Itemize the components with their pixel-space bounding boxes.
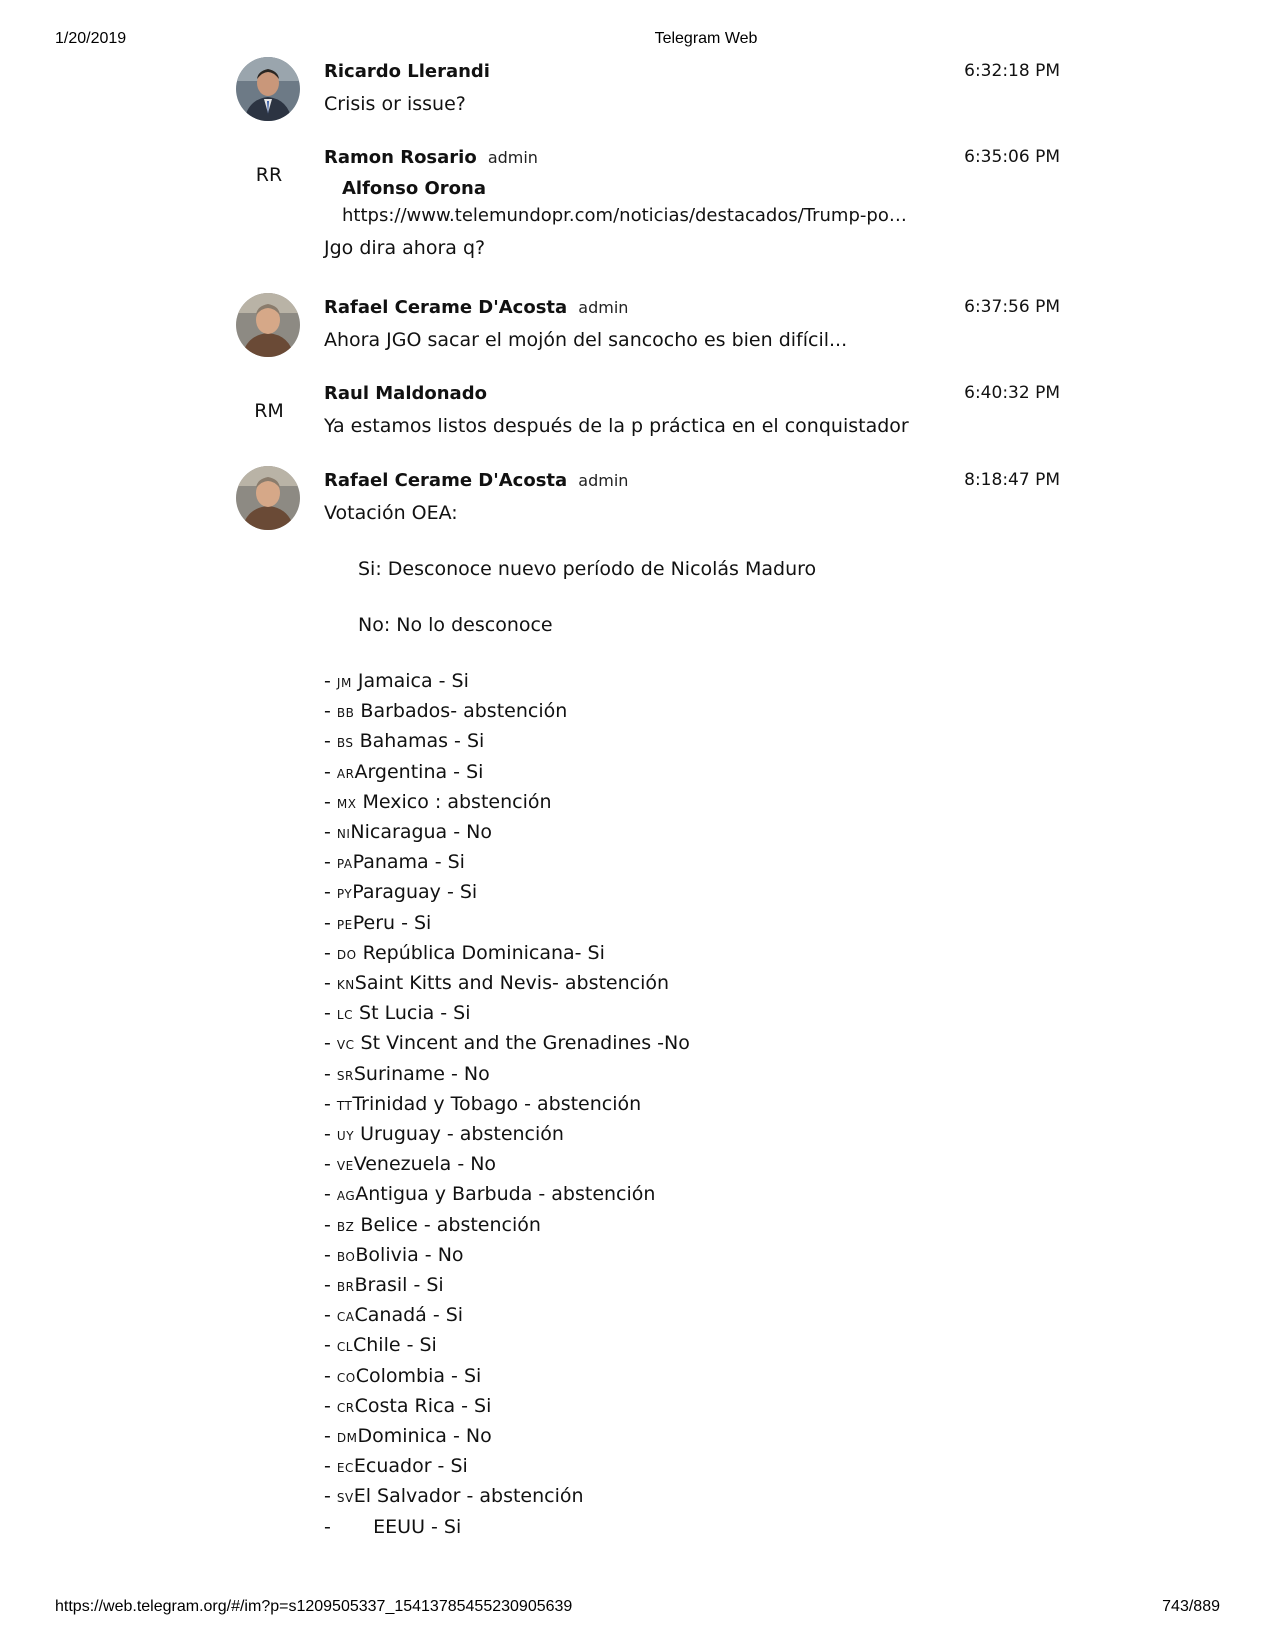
vote-dash: - [324,1062,337,1085]
vote-dash: - [324,1183,337,1206]
admin-badge: admin [487,148,538,167]
avatar[interactable] [236,466,300,530]
vote-line [324,1452,924,1482]
country-flag-code: UY [336,1129,355,1144]
message-item [230,466,1060,1538]
print-date: 1/20/2019 [55,30,127,47]
vote-text: Venezuela - No [353,1153,497,1176]
country-flag-code: NI [336,827,351,842]
vote-line [324,1301,924,1331]
vote-line [324,1392,924,1422]
country-flag-code: PE [336,917,353,932]
vote-line [324,1090,924,1120]
message-author[interactable]: Rafael Cerame D'Acosta [324,470,568,491]
vote-text: Belice - abstención [360,1213,541,1236]
message-time: 6:35:06 PM [964,147,1060,167]
vote-option-no: No: No lo desconoce [358,614,553,636]
vote-dash: - [324,1485,337,1508]
vote-line [324,1060,924,1090]
vote-text: Jamaica - Si [357,670,469,692]
vote-line [324,1180,924,1210]
vote-line [324,1482,924,1512]
vote-line [324,848,924,878]
avatar[interactable] [236,293,300,357]
vote-text: Argentina - Si [354,760,484,783]
vote-line [324,1422,924,1452]
vote-dash: - [324,941,337,964]
vote-text: Uruguay - abstención [360,1123,564,1146]
vote-dash: - [324,700,337,723]
country-flag-code: DO [336,947,357,962]
vote-dash: - [324,1394,337,1417]
vote-spacer [337,1516,373,1538]
message-time: 6:40:32 PM [964,383,1060,403]
vote-line [324,1362,924,1392]
country-flag-code: KN [336,978,355,993]
vote-dash: - [324,1032,337,1055]
vote-dash: - [324,911,337,934]
message-author[interactable]: Ricardo Llerandi [324,61,490,82]
vote-line [324,939,924,969]
message-text: Votación OEA: [324,502,458,524]
admin-badge: admin [578,471,629,490]
vote-line [324,1029,924,1059]
message-time: 6:37:56 PM [964,297,1060,317]
country-flag-code: PY [336,887,353,902]
vote-line [324,758,924,788]
vote-line [324,1513,924,1543]
vote-text: EEUU - Si [373,1515,462,1538]
vote-text: St Vincent and the Grenadines -No [360,1032,690,1055]
message-item [230,379,1060,449]
country-flag-code: BR [336,1280,355,1295]
vote-dash: - [324,1364,337,1387]
vote-dash: - [324,1515,337,1538]
message-text: Ya estamos listos después de la p práctica en el conquistador [324,415,909,437]
vote-list [324,667,924,1543]
vote-line [324,1120,924,1150]
vote-line [324,878,924,908]
vote-text: Bahamas - Si [359,730,485,753]
message-text: Ahora JGO sacar el mojón del sancocho es bien difícil... [324,329,848,351]
vote-line [324,788,924,818]
message-author[interactable]: Ramon Rosario [324,147,477,168]
vote-line [324,697,924,727]
vote-line [324,969,924,999]
country-flag-code: VC [336,1038,355,1053]
vote-text: Peru - Si [352,911,432,934]
vote-dash: - [324,1274,337,1297]
vote-text: República Dominicana- Si [362,941,605,964]
message-item [230,57,1060,127]
vote-line [324,667,924,697]
message-item [230,293,1060,363]
print-header [0,30,1275,52]
vote-text: Mexico : abstención [362,790,552,813]
vote-line [324,1271,924,1301]
vote-text: St Lucia - Si [359,1002,471,1025]
country-flag-code: AG [336,1189,356,1204]
message-item [230,143,1060,273]
vote-line [324,1331,924,1361]
vote-text: Saint Kitts and Nevis- abstención [354,972,670,995]
vote-dash: - [324,1334,337,1357]
print-title: Telegram Web [654,30,758,47]
print-page-number: 743/889 [1162,1598,1220,1615]
vote-dash: - [324,760,337,783]
forwarded-message[interactable] [342,178,924,226]
avatar-initials[interactable]: RR [255,164,283,186]
vote-dash: - [324,730,337,753]
vote-text: El Salvador - abstención [353,1485,584,1508]
vote-text: Barbados- abstención [360,700,568,723]
vote-text: Suriname - No [353,1062,490,1085]
vote-text: Bolivia - No [355,1243,464,1266]
country-flag-code: VE [336,1159,354,1174]
vote-text: Trinidad y Tobago - abstención [352,1092,642,1115]
vote-dash: - [324,1153,337,1176]
country-flag-code: CA [336,1310,355,1325]
vote-dash: - [324,821,337,844]
country-flag-code: BS [336,736,354,751]
country-flag-code: AR [336,766,355,781]
vote-text: Dominica - No [357,1425,492,1448]
vote-dash: - [324,1425,337,1448]
vote-text: Costa Rica - Si [354,1394,492,1417]
vote-text: Brasil - Si [354,1274,444,1297]
vote-dash: - [324,1213,337,1236]
country-flag-code: LC [336,1008,353,1023]
vote-dash: - [324,1243,337,1266]
country-flag-code: TT [336,1098,353,1113]
country-flag-code: BO [336,1249,356,1264]
vote-line [324,727,924,757]
country-flag-code: SR [336,1068,354,1083]
message-time: 6:32:18 PM [964,61,1060,81]
message-text: Jgo dira ahora q? [324,237,486,259]
message-author[interactable]: Rafael Cerame D'Acosta [324,297,568,318]
vote-dash: - [324,1092,337,1115]
country-flag-code: PA [336,857,353,872]
avatar[interactable] [236,57,300,121]
message-time: 8:18:47 PM [964,470,1060,490]
country-flag-code: CO [336,1370,356,1385]
vote-option-si: Si: Desconoce nuevo período de Nicolás Maduro [358,558,817,580]
vote-dash: - [324,851,337,874]
vote-text: Nicaragua - No [350,821,492,844]
country-flag-code: CL [336,1340,353,1355]
country-flag-code: SV [336,1491,354,1506]
forward-link[interactable]: https://www.telemundopr.com/noticias/destacados/Trump-po… [342,205,907,226]
vote-dash: - [324,1455,337,1478]
vote-line [324,1150,924,1180]
vote-dash: - [324,790,337,813]
country-flag-code: DM [336,1431,358,1446]
vote-dash: - [324,881,337,904]
message-text: Crisis or issue? [324,93,466,115]
vote-dash: - [324,1304,337,1327]
vote-text: Antigua y Barbuda - abstención [355,1183,656,1206]
vote-text: Colombia - Si [355,1364,482,1387]
vote-dash: - [324,1123,337,1146]
country-flag-code: JM [336,676,352,690]
vote-text: Paraguay - Si [352,881,478,904]
country-flag-code: BZ [336,1219,355,1234]
vote-line [324,909,924,939]
admin-badge: admin [578,298,629,317]
vote-line [324,1241,924,1271]
vote-line [324,818,924,848]
vote-line [324,999,924,1029]
print-footer [0,1598,1275,1620]
vote-text: Panama - Si [352,851,465,874]
country-flag-code: MX [336,796,357,811]
vote-text: Ecuador - Si [353,1455,468,1478]
forward-author: Alfonso Orona [342,178,486,199]
vote-text: Canadá - Si [354,1304,464,1327]
vote-dash: - [324,972,337,995]
country-flag-code: EC [336,1461,354,1476]
message-author[interactable]: Raul Maldonado [324,383,487,404]
vote-text: Chile - Si [352,1334,437,1357]
country-flag-code: BB [336,706,355,721]
vote-dash: - [324,670,337,692]
vote-dash: - [324,1002,337,1025]
vote-line [324,1211,924,1241]
print-url: https://web.telegram.org/#/im?p=s1209505337_15413785455230905639 [55,1598,573,1615]
avatar-initials[interactable]: RM [254,400,284,422]
country-flag-code: CR [336,1400,355,1415]
